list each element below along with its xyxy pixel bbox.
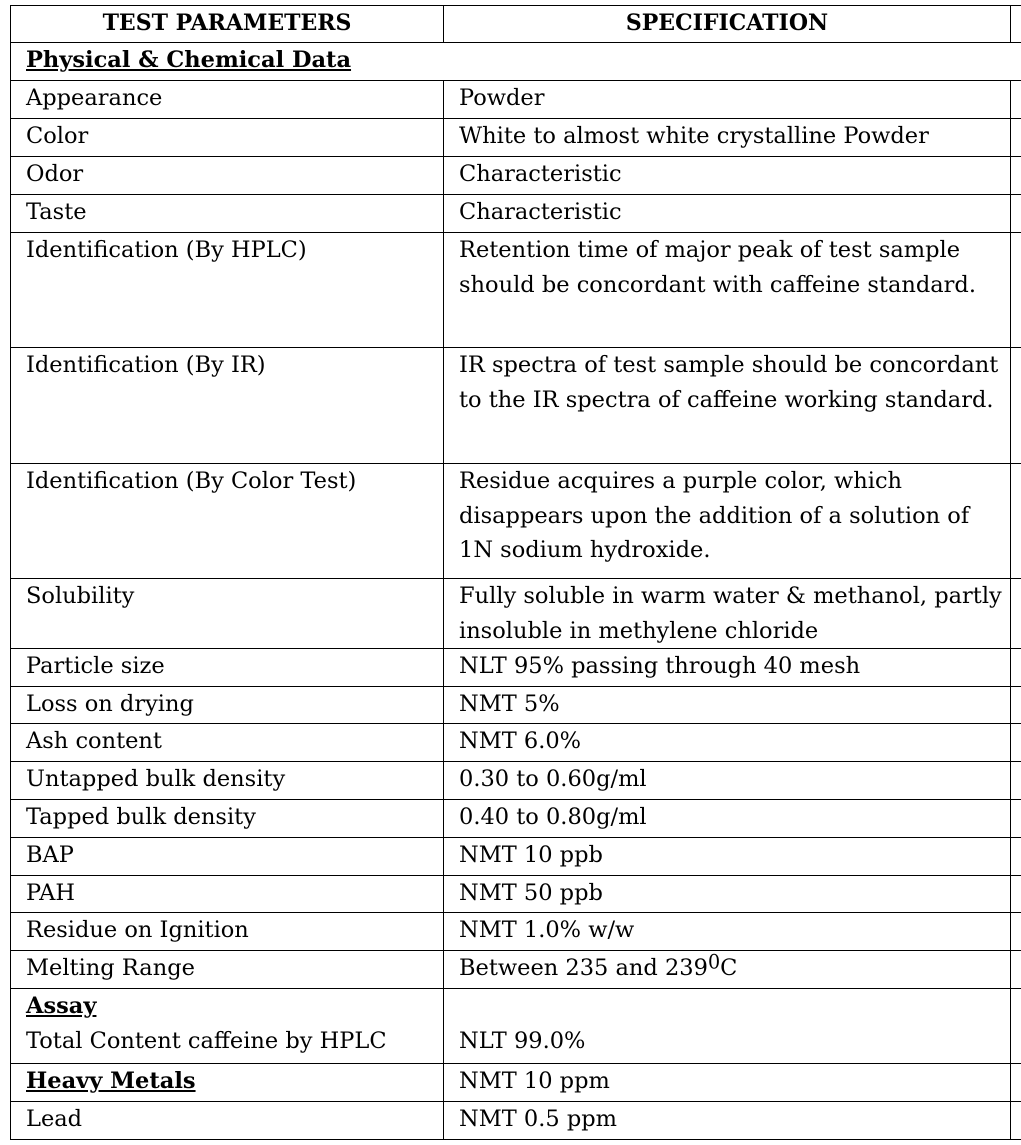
melting-value: Between 235 and 239 xyxy=(459,955,708,981)
melting-unit: C xyxy=(720,955,738,981)
extra-column xyxy=(1011,6,1021,43)
extra-cell xyxy=(1011,1102,1021,1140)
degree-superscript: 0 xyxy=(707,950,721,974)
table-row xyxy=(11,348,1021,464)
section-title-heavy-metals: Heavy Metals xyxy=(26,1068,196,1094)
table-row xyxy=(11,579,1021,649)
extra-cell xyxy=(1011,989,1021,1064)
header-test-parameters: TEST PARAMETERS xyxy=(11,6,444,43)
table-row xyxy=(11,649,1021,687)
section-title-assay: Assay xyxy=(26,993,97,1019)
spec-cell: NMT 6.0% xyxy=(444,724,1011,762)
assay-param-cell xyxy=(11,989,444,1064)
table-row xyxy=(11,876,1021,913)
extra-cell xyxy=(1011,81,1021,119)
table-row xyxy=(11,951,1021,989)
extra-cell xyxy=(1011,579,1021,649)
table-row xyxy=(11,687,1021,724)
header-specification: SPECIFICATION xyxy=(444,6,1011,43)
spec-cell: NMT 0.5 ppm xyxy=(444,1102,1011,1140)
extra-cell xyxy=(1011,464,1021,579)
spec-cell: Residue acquires a purple color, which disappears upon the addition of a solution of 1N sodium hydroxide. xyxy=(444,464,1011,579)
param-cell: Odor xyxy=(11,157,444,195)
header-row xyxy=(11,6,1021,43)
param-cell: Color xyxy=(11,119,444,157)
extra-cell xyxy=(1011,119,1021,157)
table-row xyxy=(11,157,1021,195)
table-row xyxy=(11,800,1021,838)
extra-cell xyxy=(1011,157,1021,195)
param-cell: Appearance xyxy=(11,81,444,119)
param-cell: Taste xyxy=(11,195,444,233)
spec-cell: White to almost white crystalline Powder xyxy=(444,119,1011,157)
param-cell: Solubility xyxy=(11,579,444,649)
assay-spec-cell xyxy=(444,989,1011,1064)
spec-cell: Characteristic xyxy=(444,195,1011,233)
param-cell: BAP xyxy=(11,838,444,876)
spec-cell: NMT 5% xyxy=(444,687,1011,724)
table-row xyxy=(11,81,1021,119)
extra-cell xyxy=(1011,724,1021,762)
spec-cell: Powder xyxy=(444,81,1011,119)
assay-spec: NLT 99.0% xyxy=(459,1027,586,1054)
extra-cell xyxy=(1011,348,1021,464)
lead-row xyxy=(11,1102,1021,1140)
spec-cell: NMT 10 ppb xyxy=(444,838,1011,876)
spec-cell: Fully soluble in warm water & methanol, partly insoluble in methylene chloride xyxy=(444,579,1011,649)
param-cell: Tapped bulk density xyxy=(11,800,444,838)
spec-cell: NLT 95% passing through 40 mesh xyxy=(444,649,1011,687)
heavy-metals-row xyxy=(11,1064,1021,1102)
table-row xyxy=(11,762,1021,800)
section-row xyxy=(11,43,1021,81)
table-row xyxy=(11,913,1021,951)
table-row xyxy=(11,724,1021,762)
spec-cell: IR spectra of test sample should be concordant to the IR spectra of caffeine working standard. xyxy=(444,348,1011,464)
param-cell: Untapped bulk density xyxy=(11,762,444,800)
section-title-physical: Physical & Chemical Data xyxy=(26,47,352,73)
param-cell: Melting Range xyxy=(11,951,444,989)
param-cell: Residue on Ignition xyxy=(11,913,444,951)
param-cell: Identification (By HPLC) xyxy=(11,233,444,348)
spec-cell xyxy=(444,951,1011,989)
param-cell: Identification (By Color Test) xyxy=(11,464,444,579)
assay-row xyxy=(11,989,1021,1064)
param-cell: Particle size xyxy=(11,649,444,687)
extra-cell xyxy=(1011,951,1021,989)
param-cell: Lead xyxy=(11,1102,444,1140)
param-cell: Loss on drying xyxy=(11,687,444,724)
extra-cell xyxy=(1011,687,1021,724)
extra-cell xyxy=(1011,876,1021,913)
table-row xyxy=(11,233,1021,348)
assay-param: Total Content caffeine by HPLC xyxy=(26,1027,387,1054)
param-cell: Ash content xyxy=(11,724,444,762)
spec-cell: NMT 10 ppm xyxy=(444,1064,1011,1102)
spec-cell: 0.30 to 0.60g/ml xyxy=(444,762,1011,800)
extra-cell xyxy=(1011,649,1021,687)
param-cell: PAH xyxy=(11,876,444,913)
extra-cell xyxy=(1011,1064,1021,1102)
table-row xyxy=(11,119,1021,157)
param-cell: Identification (By IR) xyxy=(11,348,444,464)
heavy-metals-cell xyxy=(11,1064,444,1102)
table-row xyxy=(11,195,1021,233)
spec-cell: NMT 1.0% w/w xyxy=(444,913,1011,951)
extra-cell xyxy=(1011,838,1021,876)
extra-cell xyxy=(1011,195,1021,233)
specification-table xyxy=(10,5,1021,1140)
spec-cell: Characteristic xyxy=(444,157,1011,195)
extra-cell xyxy=(1011,800,1021,838)
spec-cell: Retention time of major peak of test sample should be concordant with caffeine standard. xyxy=(444,233,1011,348)
table-row xyxy=(11,838,1021,876)
table-row xyxy=(11,464,1021,579)
extra-cell xyxy=(1011,233,1021,348)
spec-cell: 0.40 to 0.80g/ml xyxy=(444,800,1011,838)
spec-cell: NMT 50 ppb xyxy=(444,876,1011,913)
extra-cell xyxy=(1011,913,1021,951)
extra-cell xyxy=(1011,762,1021,800)
